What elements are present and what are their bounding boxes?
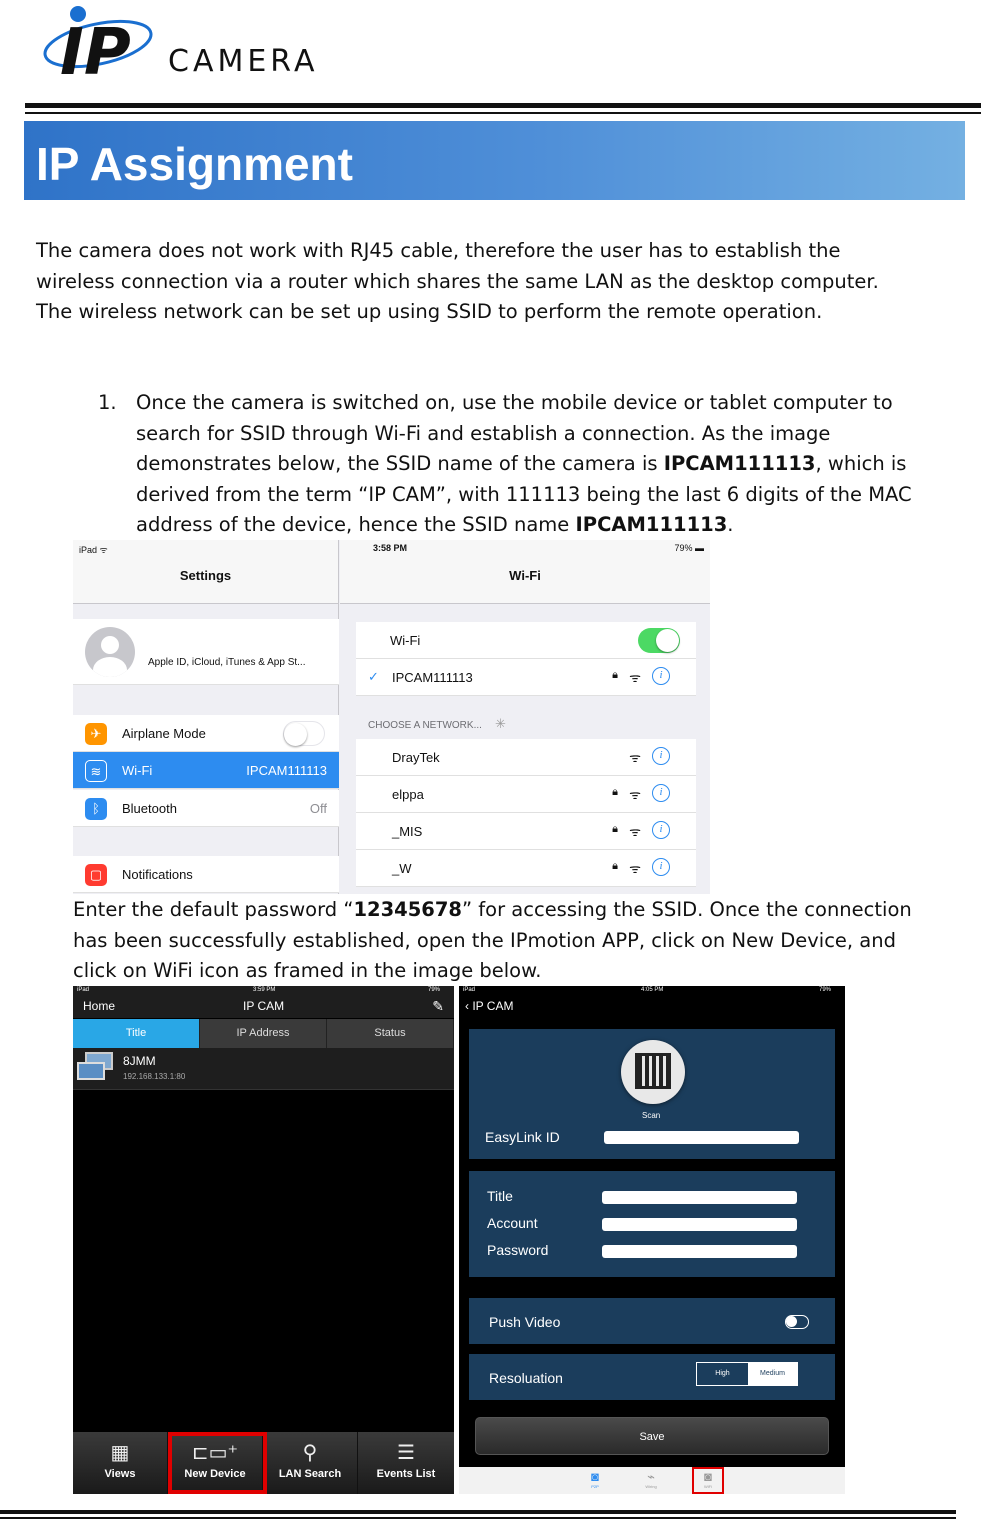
svg-text:IP: IP [60,16,131,90]
credentials-panel [469,1171,835,1277]
save-button[interactable] [475,1417,829,1455]
settings-row-airplane[interactable] [73,715,339,752]
wifi-signal-icon: ᯤ [629,787,641,802]
network-name: IPCAM111113 [392,670,473,685]
settings-navbar [73,540,338,604]
wifi-toggle-row [356,622,696,659]
lock-icon: 🔒︎ [612,860,618,872]
settings-row-value: IPCAM111113 [246,763,327,778]
step-1-text-b: , which is derived from the term “IP CAM”, with 111113 being the last 6 digits of the MAC address of the device, hence the SSID name [136,452,912,536]
wifi-pane [340,540,710,894]
connected-network-row[interactable] [356,659,696,696]
settings-row-label: Bluetooth [122,801,177,816]
step-number: 1. [98,391,117,414]
status-time: 3:59 PM [253,987,276,993]
tab-title[interactable]: Title [73,1019,200,1048]
page-title: IP Assignment [36,138,353,190]
new-device-highlight-frame [168,1432,267,1494]
wifi-signal-icon: ᯤ [629,750,641,765]
lock-icon: 🔒︎ [612,823,618,835]
network-row[interactable] [356,776,696,813]
easylink-label: EasyLink ID [485,1129,560,1145]
wifi-signal-icon: ᯤ [629,670,641,685]
new-device-form-screenshot [459,986,845,1494]
info-icon[interactable]: i [652,858,670,876]
header-rule [25,103,981,108]
device-ip: 192.168.133.1:80 [123,1072,186,1081]
wifi-navbar [340,540,710,604]
settings-row-label: Wi-Fi [122,763,153,778]
account-label: Account [487,1215,538,1231]
title-input[interactable] [602,1191,797,1204]
wifi-icon: ≋ [85,760,107,782]
ipcam-list-screenshot [73,986,454,1494]
wifi-signal-icon: ᯤ [629,861,641,876]
resolution-label: Resoluation [489,1370,563,1386]
status-battery: 79% ▬ [674,543,704,553]
search-icon: ⚲ [302,1442,318,1464]
step-1-text-a: Once the camera is switched on, use the mobile device or tablet computer to search for SSID through Wi-Fi and establish a connection. As the image demonstrates below, the SSID name of the camera is [136,391,893,475]
step-2-text-a: Enter the default password “ [73,898,354,921]
settings-row-notifications[interactable] [73,856,339,893]
password-label: Password [487,1242,549,1258]
lan-search-button[interactable] [263,1432,358,1494]
network-row[interactable] [356,813,696,850]
intro-paragraph: The camera does not work with RJ45 cable, therefore the user has to establish the wireless connection via a router which shares the same LAN as the desktop computer. The wireless network can be set up using SSID to perform the remote operation. [36,239,879,323]
back-label: IP CAM [472,999,514,1013]
step-2-paragraph [73,895,933,987]
resolution-panel [469,1354,835,1400]
settings-pane [73,540,339,894]
password-input[interactable] [602,1245,797,1258]
tab-wiring-label: Wiring [645,1484,657,1489]
ipcam-title: IP CAM [243,999,285,1013]
settings-row-label: Airplane Mode [122,726,206,741]
wifi-highlight-frame [692,1467,724,1494]
wifi-toggle[interactable] [638,628,680,653]
save-label: Save [639,1431,665,1443]
settings-row-label: Notifications [122,867,193,882]
footer-rule [0,1510,956,1514]
mode-tab-bar [459,1467,845,1494]
lan-search-label: LAN Search [278,1468,342,1480]
camera-icon: ◙ [591,1469,599,1484]
status-battery: 79% [427,987,440,993]
loading-spinner-icon: ✳ [495,716,506,731]
account-input[interactable] [602,1218,797,1231]
status-time: 4:05 PM [641,987,664,993]
ipcam-tabs [73,1019,454,1048]
network-name: _W [392,861,412,876]
network-name: _MIS [392,824,423,839]
footer-rule-thin [0,1517,956,1519]
wiring-icon: ⌁ [647,1469,655,1484]
settings-row-wifi[interactable] [73,752,339,789]
logo-text: CAMERA [168,44,319,79]
status-device: iPad [77,987,90,993]
list-icon: ☰ [397,1442,415,1464]
avatar-icon [85,627,135,677]
device-name: 8JMM [123,1054,156,1068]
tab-ip-address[interactable]: IP Address [200,1019,327,1048]
status-device: iPad [463,987,476,993]
settings-title: Settings [179,568,232,583]
tab-wiring[interactable] [639,1469,663,1491]
qr-code-icon [638,1056,668,1086]
status-time: 3:58 PM [373,543,408,553]
lock-icon: 🔒︎ [612,669,618,681]
header-rule-thin [25,112,981,114]
resolution-high-option[interactable]: High [715,1370,730,1377]
info-icon[interactable]: i [652,667,670,685]
events-list-button[interactable] [358,1432,454,1494]
bluetooth-icon: ᛒ [85,798,107,820]
status-battery: 79% [818,987,831,993]
edit-pencil-icon[interactable]: ✎ [432,998,444,1014]
ipcam-header [73,986,454,1018]
info-icon[interactable]: i [652,747,670,765]
settings-row-value: Off [309,801,327,816]
wifi-toggle-label: Wi-Fi [390,633,421,648]
push-video-panel [469,1298,835,1344]
add-camera-icon: ⊏▭⁺ [191,1442,239,1464]
device-row[interactable] [73,1048,454,1090]
tab-p2p[interactable] [583,1469,607,1491]
events-list-label: Events List [376,1468,436,1480]
notifications-icon: ▢ [85,864,107,886]
easylink-panel [469,1029,835,1159]
section-title-bar [24,121,965,200]
step-2-text-b: ” for accessing the SSID. Once the connection has been successfully established, open the IPmotion APP, click on New Device, and click on WiFi icon as framed in the image below. [73,898,912,982]
ip-camera-logo [40,0,320,92]
choose-network-header: CHOOSE A NETWORK... [368,720,482,731]
views-label: Views [104,1468,136,1480]
ipad-wifi-settings-screenshot [73,540,710,894]
qr-scan-button[interactable] [621,1040,685,1104]
push-video-label: Push Video [489,1314,561,1330]
lock-icon: 🔒︎ [612,786,618,798]
ssid-name: IPCAM111113 [663,452,816,475]
status-device: iPad ᯤ [79,545,108,555]
new-device-label: New Device [184,1468,246,1480]
views-button[interactable] [73,1432,168,1494]
title-label: Title [487,1188,513,1204]
network-name: DrayTek [392,750,440,765]
step-1-text-c: . [727,513,734,536]
ssid-name-2: IPCAM111113 [575,513,728,536]
easylink-input[interactable] [604,1131,799,1144]
tab-p2p-label: P2P [591,1484,599,1489]
computer-icon [77,1052,113,1084]
default-password: 12345678 [353,898,462,921]
resolution-medium-option[interactable]: Medium [748,1363,797,1385]
apple-id-row[interactable] [73,619,339,685]
info-icon[interactable]: i [652,821,670,839]
wifi-signal-icon: ᯤ [629,824,641,839]
airplane-icon: ✈ [85,723,107,745]
resolution-segmented-control [696,1362,798,1386]
step-1-text [136,388,916,541]
airplane-toggle[interactable] [283,721,325,746]
push-video-toggle[interactable] [785,1315,809,1329]
network-row[interactable] [356,739,696,776]
back-button[interactable]: ‹ IP CAM [465,999,514,1013]
tab-wifi-label: WiFi [704,1484,712,1489]
checkmark-icon: ✓ [368,669,379,684]
network-row[interactable] [356,850,696,887]
wifi-title: Wi-Fi [509,568,541,583]
grid-icon: ▦ [110,1442,130,1464]
network-name: elppa [392,787,424,802]
ip-logo-icon [40,0,170,92]
scan-label: Scan [642,1111,661,1120]
settings-row-bluetooth[interactable] [73,790,339,827]
info-icon[interactable]: i [652,784,670,802]
home-button[interactable]: Home [83,999,116,1013]
tab-status[interactable]: Status [327,1019,454,1048]
wifi-camera-icon: ◙ [704,1469,712,1484]
apple-id-label: Apple ID, iCloud, iTunes & App St... [148,657,306,668]
